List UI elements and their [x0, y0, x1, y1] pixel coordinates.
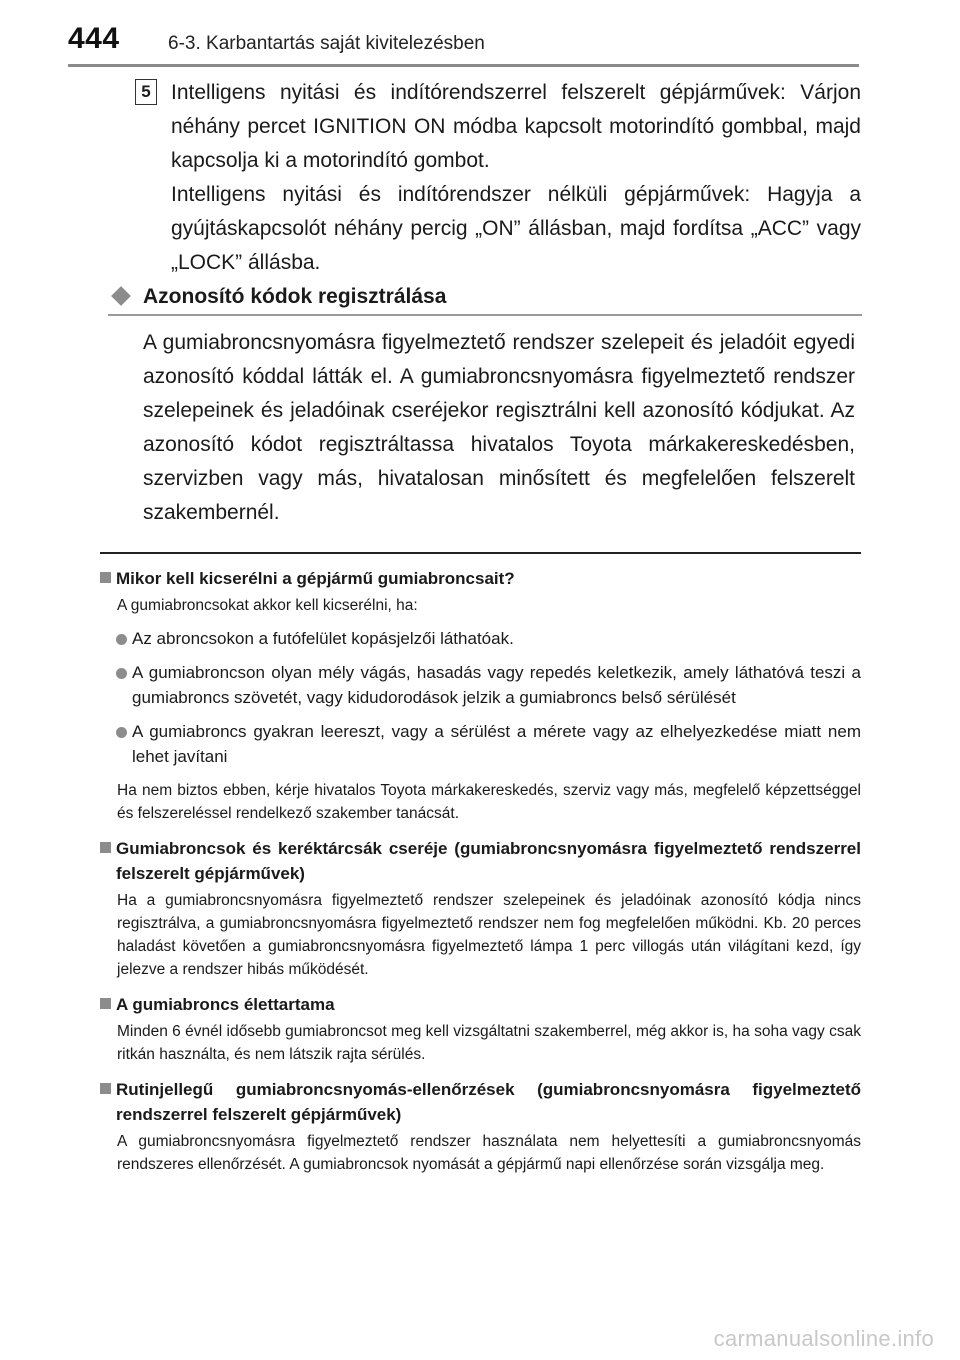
note-title: A gumiabroncs élettartama [116, 995, 335, 1014]
note-heading [100, 566, 861, 591]
spacer [100, 981, 861, 992]
list-item [100, 719, 861, 769]
list-item-text: A gumiabroncson olyan mély vágás, hasadás vagy repedés keletkezik, amely láthatóvá teszi a gumiabroncs szövetét, vagy kidudorodások jelzik a gumiabroncs belső sérülését [132, 663, 861, 707]
body-text: A gumiabroncsnyomásra figyelmeztető rendszer szelepeit és jeladóit egyedi azonosító kóddal látták el. A gumiabroncsnyomásra figyelmeztető rendszer szelepeinek és jeladóinak cseréjekor regisztrálni kell azonosító kódjukat. Az azonosító kódot regisztráltassa hivatalos Toyota márkakereskedésben, szervizben vagy más, hivatalosan minősített és megfelelően felszerelt szakembernél. [143, 331, 855, 524]
note-heading [100, 1077, 861, 1127]
note-body: A gumiabroncsnyomásra figyelmeztető rendszer használata nem helyettesíti a gumiabroncsnyomás rendszeres ellenőrzését. A gumiabroncsok nyomását a gépjármű napi ellenőrzése során vizsgálja meg. [117, 1133, 861, 1173]
step-line-no-smart-key: Intelligens nyitási és indítórendszer nélküli gépjárművek: Hagyja a gyújtáskapcsolót néhány percig „ON” állásban, majd fordítsa „ACC” vagy „LOCK” állásba. [171, 183, 861, 274]
circle-bullet-icon [116, 668, 127, 679]
notes-divider [100, 552, 861, 554]
square-bullet-icon [100, 998, 111, 1009]
list-item-text: A gumiabroncs gyakran leereszt, vagy a sérülést a mérete vagy az elhelyezkedése miatt nem lehet javítani [132, 722, 861, 766]
subheading [108, 282, 862, 312]
note-body: Minden 6 évnél idősebb gumiabroncsot meg kell vizsgáltatni szakemberrel, még akkor is, ha soha vagy csak ritkán használta, és nem látszik rajta sérülés. [117, 1023, 861, 1063]
page-number: 444 [68, 22, 120, 55]
circle-bullet-icon [116, 727, 127, 738]
body-paragraph [143, 326, 855, 530]
note-title: Rutinjellegű gumiabroncsnyomás-ellenőrzések (gumiabroncsnyomásra figyelmeztető rendszerrel felszerelt gépjárművek) [116, 1080, 861, 1124]
square-bullet-icon [100, 842, 111, 853]
circle-bullet-icon [116, 634, 127, 645]
watermark: carmanualsonline.info [713, 1326, 934, 1351]
step-line-smart-key: Intelligens nyitási és indítórendszerrel felszerelt gépjárművek: Várjon néhány percet IGNITION ON módba kapcsolt motorindító gombbal, majd kapcsolja ki a motorindító gombot. [171, 81, 861, 172]
header-rule [68, 64, 859, 67]
page-header [0, 0, 960, 64]
diamond-icon [111, 286, 131, 306]
subheading-rule [108, 314, 862, 316]
square-bullet-icon [100, 572, 111, 583]
note-body: Ha a gumiabroncsnyomásra figyelmeztető rendszer szelepeinek és jeladóinak azonosító kódja nincs regisztrálva, a gumiabroncsnyomásra figyelmeztető rendszer nem fog megfelelően működni. Kb. 20 perces haladást követően a gumiabroncsnyomásra figyelmeztető lámpa 1 perc villogás után világítani kezd, így jelezve a rendszer hibás működését. [117, 892, 861, 978]
note-intro: A gumiabroncsokat akkor kell kicserélni, ha: [117, 597, 418, 614]
note-heading [100, 836, 861, 886]
note-title: Mikor kell kicserélni a gépjármű gumiabroncsait? [116, 569, 515, 588]
step-number-badge: 5 [135, 79, 157, 105]
list-item [100, 660, 861, 710]
note-outro: Ha nem biztos ebben, kérje hivatalos Toyota márkakereskedés, szerviz vagy más, megfelelő képzettséggel és felszereléssel rendelkező szakember tanácsát. [117, 782, 861, 822]
note-heading [100, 992, 861, 1017]
note-title: Gumiabroncsok és keréktárcsák cseréje (gumiabroncsnyomásra figyelmeztető rendszerrel felszerelt gépjárművek) [116, 839, 861, 883]
square-bullet-icon [100, 1083, 111, 1094]
notes-section [100, 566, 861, 1176]
step-5 [135, 76, 861, 280]
subheading-text: Azonosító kódok regisztrálása [143, 285, 447, 308]
step-text [171, 76, 861, 280]
list-item-text: Az abroncsokon a futófelület kopásjelzői láthatóak. [132, 629, 514, 648]
list-item [100, 626, 861, 651]
spacer [100, 825, 861, 836]
section-title: 6-3. Karbantartás saját kivitelezésben [168, 33, 485, 54]
spacer [100, 1066, 861, 1077]
